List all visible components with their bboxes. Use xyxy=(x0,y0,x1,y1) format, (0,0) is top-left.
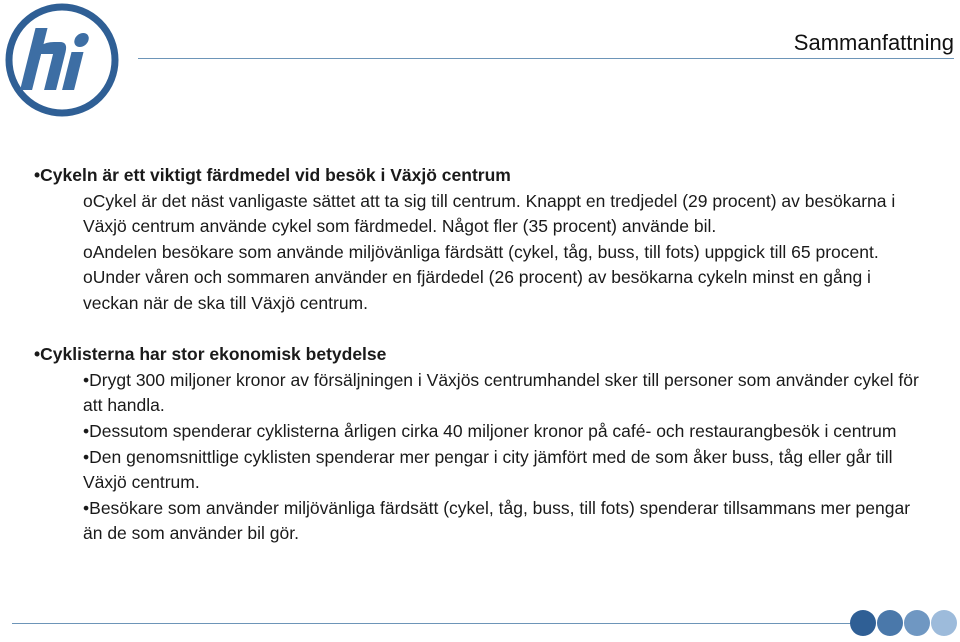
circle-bullet-icon: o xyxy=(83,267,93,288)
section-heading: •Cykeln är ett viktigt färdmedel vid besök i Växjö centrum xyxy=(34,165,511,185)
bullet-icon: • xyxy=(34,165,41,185)
circle-bullet-icon: o xyxy=(83,241,93,262)
footer-dots xyxy=(850,610,958,638)
list-item: oUnder våren och sommaren använder en fjärdedel (26 procent) av besökarna cykeln minst en gång i veckan när de ska till Växjö centrum. xyxy=(83,267,871,313)
list-item: •Dessutom spenderar cyklisterna årligen cirka 40 miljoner kronor på café- och restaurangbesök i centrum xyxy=(83,420,897,441)
slide-title: Sammanfattning xyxy=(793,30,954,55)
list-item: •Den genomsnittlige cyklisten spenderar mer pengar i city jämfört med de som åker buss, tåg eller går till Växjö centrum. xyxy=(83,446,893,493)
footer-dot-icon xyxy=(850,610,876,636)
summary-content xyxy=(34,163,924,547)
bullet-icon: • xyxy=(83,446,90,467)
bullet-icon: • xyxy=(83,369,90,390)
list-item: oCykel är det näst vanligaste sättet att ta sig till centrum. Knappt en tredjedel (29 procent) av besökarna i Växjö centrum använde cykel som färdmedel. Något fler (35 procent) använde bil. xyxy=(83,190,896,237)
list-item: •Drygt 300 miljoner kronor av försäljningen i Växjös centrumhandel sker till personer som använder cykel för att handla. xyxy=(83,369,919,416)
list-item: •Besökare som använder miljövänliga färdsätt (cykel, tåg, buss, till fots) spenderar tillsammans mer pengar än de som använder bil gör. xyxy=(83,497,911,544)
hi-logo-icon xyxy=(4,2,120,118)
circle-bullet-icon: o xyxy=(83,190,93,211)
section-heading: •Cyklisterna har stor ekonomisk betydelse xyxy=(34,344,387,365)
bullet-icon: • xyxy=(83,497,90,518)
footer-dot-icon xyxy=(877,610,903,636)
section-spacer xyxy=(34,317,924,343)
bullet-icon: • xyxy=(83,420,90,441)
list-item: oAndelen besökare som använde miljövänliga färdsätt (cykel, tåg, buss, till fots) uppgick till 65 procent. xyxy=(83,241,879,262)
title-divider xyxy=(138,58,954,59)
footer-dot-icon xyxy=(931,610,957,636)
bullet-icon: • xyxy=(34,344,41,365)
footer-divider xyxy=(12,623,852,624)
footer-dot-icon xyxy=(904,610,930,636)
